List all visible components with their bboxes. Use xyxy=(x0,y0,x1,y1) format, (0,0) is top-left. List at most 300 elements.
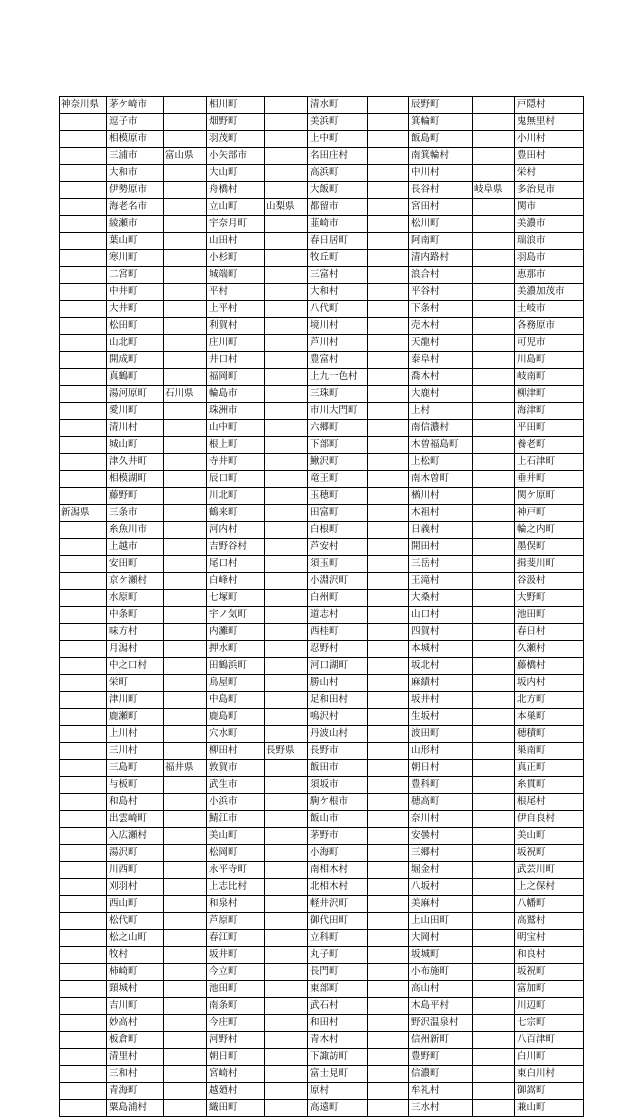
prefecture-cell xyxy=(368,1066,409,1083)
prefecture-cell xyxy=(265,454,308,471)
municipality-cell: 津久井町 xyxy=(107,454,164,471)
municipality-cell: 池田町 xyxy=(207,981,265,998)
prefecture-cell xyxy=(473,352,515,369)
prefecture-cell xyxy=(164,896,207,913)
table-row xyxy=(60,862,584,879)
municipality-cell: 大和市 xyxy=(107,165,164,182)
prefecture-cell xyxy=(368,1083,409,1100)
municipality-cell: 坂井町 xyxy=(207,947,265,964)
municipality-cell: 寒川町 xyxy=(107,250,164,267)
table-row xyxy=(60,607,584,624)
prefecture-cell xyxy=(473,471,515,488)
municipality-cell: 和田村 xyxy=(308,1015,368,1032)
municipality-cell: 南箕輪村 xyxy=(409,148,473,165)
municipality-cell: 逗子市 xyxy=(107,114,164,131)
municipality-cell: 刈羽村 xyxy=(107,879,164,896)
municipality-cell: 輪之内町 xyxy=(515,522,584,539)
municipality-cell: 坂北村 xyxy=(409,658,473,675)
municipality-cell: 美浜町 xyxy=(308,114,368,131)
prefecture-cell xyxy=(60,420,107,437)
municipality-cell: 白州町 xyxy=(308,590,368,607)
prefecture-cell xyxy=(265,930,308,947)
prefecture-cell xyxy=(60,437,107,454)
prefecture-cell xyxy=(60,352,107,369)
municipality-cell: 久瀬村 xyxy=(515,641,584,658)
prefecture-cell xyxy=(164,454,207,471)
municipality-cell: 六郷町 xyxy=(308,420,368,437)
prefecture-cell xyxy=(60,301,107,318)
prefecture-cell xyxy=(265,471,308,488)
prefecture-cell xyxy=(473,1015,515,1032)
municipality-cell: 大野町 xyxy=(515,590,584,607)
prefecture-cell xyxy=(60,879,107,896)
municipality-cell: 青海町 xyxy=(107,1083,164,1100)
prefecture-cell xyxy=(473,369,515,386)
municipality-cell: 北相木村 xyxy=(308,879,368,896)
prefecture-cell xyxy=(60,590,107,607)
prefecture-cell xyxy=(368,403,409,420)
municipality-cell: 小浜市 xyxy=(207,794,265,811)
municipality-cell: 愛川町 xyxy=(107,403,164,420)
municipality-cell: 大山町 xyxy=(207,165,265,182)
prefecture-cell xyxy=(60,403,107,420)
prefecture-cell xyxy=(368,845,409,862)
municipality-cell: 富士見町 xyxy=(308,1066,368,1083)
prefecture-cell xyxy=(265,675,308,692)
prefecture-cell xyxy=(164,879,207,896)
prefecture-cell xyxy=(265,692,308,709)
prefecture-cell xyxy=(368,454,409,471)
municipality-cell: 上中町 xyxy=(308,131,368,148)
prefecture-cell xyxy=(60,318,107,335)
prefecture-cell xyxy=(60,930,107,947)
prefecture-cell xyxy=(368,1015,409,1032)
table-row xyxy=(60,930,584,947)
prefecture-cell xyxy=(265,573,308,590)
prefecture-cell xyxy=(473,896,515,913)
prefecture-cell xyxy=(265,981,308,998)
municipality-cell: 城端町 xyxy=(207,267,265,284)
prefecture-cell xyxy=(473,675,515,692)
prefecture-cell xyxy=(473,794,515,811)
table-row xyxy=(60,97,584,114)
prefecture-cell xyxy=(368,1032,409,1049)
municipality-cell: 坂祝町 xyxy=(515,964,584,981)
prefecture-cell xyxy=(60,845,107,862)
municipality-cell: 立科町 xyxy=(308,930,368,947)
prefecture-cell xyxy=(473,1083,515,1100)
municipality-cell: 長谷村 xyxy=(409,182,473,199)
prefecture-cell xyxy=(265,947,308,964)
municipality-cell: 小淵沢町 xyxy=(308,573,368,590)
municipality-cell: 牧丘町 xyxy=(308,250,368,267)
prefecture-cell xyxy=(265,845,308,862)
municipality-cell: 中井町 xyxy=(107,284,164,301)
table-row xyxy=(60,488,584,505)
table-row xyxy=(60,233,584,250)
table-row xyxy=(60,131,584,148)
municipality-cell: 開成町 xyxy=(107,352,164,369)
prefecture-cell xyxy=(164,233,207,250)
prefecture-cell: 神奈川県 xyxy=(60,97,107,114)
prefecture-cell xyxy=(368,879,409,896)
municipality-cell: 堀金村 xyxy=(409,862,473,879)
prefecture-cell xyxy=(368,420,409,437)
municipality-cell: 飯田市 xyxy=(308,760,368,777)
municipality-cell: 津川町 xyxy=(107,692,164,709)
prefecture-cell xyxy=(368,811,409,828)
prefecture-cell xyxy=(473,1032,515,1049)
prefecture-cell xyxy=(265,437,308,454)
prefecture-cell xyxy=(265,1015,308,1032)
prefecture-cell xyxy=(473,845,515,862)
municipality-cell: 売木村 xyxy=(409,318,473,335)
prefecture-cell xyxy=(265,998,308,1015)
municipality-cell: 王滝村 xyxy=(409,573,473,590)
municipality-cell: 八幡町 xyxy=(515,896,584,913)
municipality-cell: 八百津町 xyxy=(515,1032,584,1049)
prefecture-cell xyxy=(164,828,207,845)
prefecture-cell xyxy=(164,1066,207,1083)
prefecture-cell xyxy=(60,233,107,250)
prefecture-cell xyxy=(164,913,207,930)
prefecture-cell xyxy=(164,539,207,556)
table-row xyxy=(60,454,584,471)
table-row xyxy=(60,386,584,403)
municipality-cell: 山北町 xyxy=(107,335,164,352)
municipality-cell: 東白川村 xyxy=(515,1066,584,1083)
table-row xyxy=(60,352,584,369)
table-row xyxy=(60,981,584,998)
municipality-cell: 利賀村 xyxy=(207,318,265,335)
municipality-cell: 庄川町 xyxy=(207,335,265,352)
municipality-cell: 垂井町 xyxy=(515,471,584,488)
municipality-cell: 波田町 xyxy=(409,726,473,743)
municipality-cell: 北方町 xyxy=(515,692,584,709)
prefecture-cell xyxy=(265,335,308,352)
prefecture-cell xyxy=(265,148,308,165)
prefecture-cell xyxy=(60,1032,107,1049)
prefecture-cell xyxy=(473,284,515,301)
prefecture-cell xyxy=(60,539,107,556)
prefecture-cell xyxy=(164,488,207,505)
municipality-cell: 大和村 xyxy=(308,284,368,301)
prefecture-cell xyxy=(473,335,515,352)
municipality-cell: 大桑村 xyxy=(409,590,473,607)
table-row xyxy=(60,913,584,930)
municipality-cell: 宇奈月町 xyxy=(207,216,265,233)
municipality-cell: 都留市 xyxy=(308,199,368,216)
municipality-cell: 岐南町 xyxy=(515,369,584,386)
municipality-cell: 日義村 xyxy=(409,522,473,539)
prefecture-cell xyxy=(473,267,515,284)
prefecture-cell xyxy=(60,896,107,913)
municipality-cell: 清川村 xyxy=(107,420,164,437)
prefecture-cell xyxy=(60,369,107,386)
municipality-cell: 平谷村 xyxy=(409,284,473,301)
table-row xyxy=(60,301,584,318)
municipality-cell: 美山町 xyxy=(515,828,584,845)
municipality-cell: 韮崎市 xyxy=(308,216,368,233)
prefecture-cell xyxy=(368,539,409,556)
municipality-cell: 城山町 xyxy=(107,437,164,454)
municipality-cell: 寺井町 xyxy=(207,454,265,471)
prefecture-cell xyxy=(368,896,409,913)
prefecture-cell xyxy=(368,114,409,131)
municipality-cell: 丸子町 xyxy=(308,947,368,964)
municipality-cell: 七塚町 xyxy=(207,590,265,607)
prefecture-cell: 岐阜県 xyxy=(473,182,515,199)
municipality-cell: 御嵩町 xyxy=(515,1083,584,1100)
municipality-cell: 三川村 xyxy=(107,743,164,760)
prefecture-cell xyxy=(368,709,409,726)
prefecture-cell xyxy=(368,522,409,539)
prefecture-cell xyxy=(368,488,409,505)
municipality-table xyxy=(59,96,584,1117)
municipality-cell: 名田庄村 xyxy=(308,148,368,165)
table-row xyxy=(60,709,584,726)
prefecture-cell xyxy=(164,998,207,1015)
prefecture-cell xyxy=(164,403,207,420)
table-row xyxy=(60,335,584,352)
municipality-cell: 大岡村 xyxy=(409,930,473,947)
prefecture-cell xyxy=(265,794,308,811)
municipality-cell: 関ケ原町 xyxy=(515,488,584,505)
municipality-cell: 土岐市 xyxy=(515,301,584,318)
prefecture-cell xyxy=(265,1032,308,1049)
table-row xyxy=(60,675,584,692)
prefecture-cell xyxy=(368,794,409,811)
municipality-cell: 三条市 xyxy=(107,505,164,522)
municipality-cell: 敦賀市 xyxy=(207,760,265,777)
prefecture-cell xyxy=(368,250,409,267)
prefecture-cell xyxy=(60,777,107,794)
municipality-cell: 木曽福島町 xyxy=(409,437,473,454)
municipality-cell: 板倉町 xyxy=(107,1032,164,1049)
prefecture-cell xyxy=(164,709,207,726)
prefecture-cell xyxy=(473,590,515,607)
municipality-cell: 和島村 xyxy=(107,794,164,811)
municipality-cell: 舟橋村 xyxy=(207,182,265,199)
prefecture-cell xyxy=(473,641,515,658)
municipality-cell: 竜王町 xyxy=(308,471,368,488)
prefecture-cell xyxy=(60,1015,107,1032)
table-row xyxy=(60,879,584,896)
municipality-cell: 上川村 xyxy=(107,726,164,743)
prefecture-cell xyxy=(60,522,107,539)
municipality-cell: 川西町 xyxy=(107,862,164,879)
municipality-cell: 下諏訪町 xyxy=(308,1049,368,1066)
municipality-cell: 田鶴浜町 xyxy=(207,658,265,675)
prefecture-cell xyxy=(60,284,107,301)
prefecture-cell xyxy=(265,896,308,913)
municipality-cell: 関市 xyxy=(515,199,584,216)
prefecture-cell xyxy=(473,777,515,794)
prefecture-cell xyxy=(368,148,409,165)
municipality-cell: 柳田村 xyxy=(207,743,265,760)
municipality-cell: 麻績村 xyxy=(409,675,473,692)
municipality-cell: 御代田町 xyxy=(308,913,368,930)
prefecture-cell xyxy=(368,930,409,947)
prefecture-cell xyxy=(368,573,409,590)
municipality-cell: 松川町 xyxy=(409,216,473,233)
table-row xyxy=(60,1015,584,1032)
prefecture-cell xyxy=(473,505,515,522)
prefecture-cell xyxy=(473,692,515,709)
municipality-cell: 真鶴町 xyxy=(107,369,164,386)
municipality-cell: 天龍村 xyxy=(409,335,473,352)
prefecture-cell xyxy=(164,964,207,981)
municipality-cell: 富加町 xyxy=(515,981,584,998)
prefecture-cell xyxy=(368,1049,409,1066)
prefecture-cell xyxy=(60,726,107,743)
municipality-cell: 坂祝町 xyxy=(515,845,584,862)
municipality-cell: 各務原市 xyxy=(515,318,584,335)
municipality-cell: 可児市 xyxy=(515,335,584,352)
prefecture-cell xyxy=(164,845,207,862)
prefecture-cell xyxy=(368,335,409,352)
municipality-cell: 原村 xyxy=(308,1083,368,1100)
municipality-cell: 海老名市 xyxy=(107,199,164,216)
municipality-cell: 恵那市 xyxy=(515,267,584,284)
municipality-cell: 奈川村 xyxy=(409,811,473,828)
municipality-cell: 糸魚川市 xyxy=(107,522,164,539)
prefecture-cell xyxy=(473,607,515,624)
prefecture-cell xyxy=(164,1032,207,1049)
municipality-cell: 明宝村 xyxy=(515,930,584,947)
municipality-cell: 辰野町 xyxy=(409,97,473,114)
prefecture-cell xyxy=(60,573,107,590)
municipality-cell: 平田町 xyxy=(515,420,584,437)
prefecture-cell xyxy=(60,1100,107,1117)
prefecture-cell xyxy=(60,981,107,998)
municipality-cell: 上石津町 xyxy=(515,454,584,471)
municipality-cell: 小海町 xyxy=(308,845,368,862)
municipality-cell: 織田町 xyxy=(207,1100,265,1117)
prefecture-cell xyxy=(265,182,308,199)
municipality-cell: 武石村 xyxy=(308,998,368,1015)
municipality-cell: 伊勢原市 xyxy=(107,182,164,199)
prefecture-cell xyxy=(473,420,515,437)
municipality-cell: 茅野市 xyxy=(308,828,368,845)
prefecture-cell xyxy=(164,420,207,437)
municipality-cell: 上平村 xyxy=(207,301,265,318)
prefecture-cell xyxy=(164,777,207,794)
table-row xyxy=(60,624,584,641)
prefecture-cell xyxy=(265,590,308,607)
municipality-cell: 鰍沢町 xyxy=(308,454,368,471)
prefecture-cell xyxy=(164,522,207,539)
municipality-cell: 東部町 xyxy=(308,981,368,998)
prefecture-cell xyxy=(473,1066,515,1083)
municipality-cell: 宮崎村 xyxy=(207,1066,265,1083)
municipality-cell: 西山町 xyxy=(107,896,164,913)
prefecture-cell xyxy=(368,828,409,845)
prefecture-cell xyxy=(265,1100,308,1117)
prefecture-cell xyxy=(60,913,107,930)
prefecture-cell xyxy=(265,913,308,930)
prefecture-cell xyxy=(473,947,515,964)
table-body xyxy=(60,97,584,1117)
table-row xyxy=(60,896,584,913)
prefecture-cell xyxy=(164,811,207,828)
table-row xyxy=(60,811,584,828)
municipality-cell: 美濃市 xyxy=(515,216,584,233)
municipality-cell: 鬼無里村 xyxy=(515,114,584,131)
municipality-cell: 鳴沢村 xyxy=(308,709,368,726)
prefecture-cell xyxy=(265,726,308,743)
prefecture-cell xyxy=(265,420,308,437)
table-row xyxy=(60,794,584,811)
prefecture-cell xyxy=(164,505,207,522)
municipality-cell: 木祖村 xyxy=(409,505,473,522)
municipality-cell: 松田町 xyxy=(107,318,164,335)
prefecture-cell xyxy=(265,811,308,828)
prefecture-cell xyxy=(265,233,308,250)
municipality-cell: 木島平村 xyxy=(409,998,473,1015)
municipality-cell: 八代町 xyxy=(308,301,368,318)
municipality-cell: 綾瀬市 xyxy=(107,216,164,233)
municipality-cell: 七宗町 xyxy=(515,1015,584,1032)
municipality-cell: 根上町 xyxy=(207,437,265,454)
prefecture-cell xyxy=(473,998,515,1015)
prefecture-cell xyxy=(368,777,409,794)
municipality-cell: 箕輪町 xyxy=(409,114,473,131)
municipality-cell: 長野市 xyxy=(308,743,368,760)
prefecture-cell xyxy=(473,964,515,981)
prefecture-cell xyxy=(368,301,409,318)
table-row xyxy=(60,420,584,437)
prefecture-cell xyxy=(164,352,207,369)
prefecture-cell xyxy=(368,216,409,233)
municipality-cell: 相川町 xyxy=(207,97,265,114)
municipality-cell: 春日村 xyxy=(515,624,584,641)
municipality-cell: 藤野町 xyxy=(107,488,164,505)
municipality-cell: 養老町 xyxy=(515,437,584,454)
table-row xyxy=(60,998,584,1015)
prefecture-cell xyxy=(164,675,207,692)
prefecture-cell xyxy=(164,267,207,284)
table-row xyxy=(60,845,584,862)
municipality-cell: 信濃町 xyxy=(409,1066,473,1083)
prefecture-cell xyxy=(164,1015,207,1032)
municipality-cell: 兼山町 xyxy=(515,1100,584,1117)
prefecture-cell xyxy=(473,760,515,777)
prefecture-cell xyxy=(368,624,409,641)
prefecture-cell xyxy=(473,556,515,573)
table-row xyxy=(60,505,584,522)
table-row xyxy=(60,437,584,454)
municipality-cell: 松之山町 xyxy=(107,930,164,947)
prefecture-cell xyxy=(473,811,515,828)
municipality-cell: 白川町 xyxy=(515,1049,584,1066)
prefecture-cell xyxy=(265,369,308,386)
municipality-cell: 出雲崎町 xyxy=(107,811,164,828)
municipality-cell: 中島町 xyxy=(207,692,265,709)
prefecture-cell xyxy=(368,981,409,998)
prefecture-cell xyxy=(265,607,308,624)
prefecture-cell xyxy=(368,182,409,199)
prefecture-cell xyxy=(265,318,308,335)
prefecture-cell xyxy=(164,726,207,743)
prefecture-cell xyxy=(473,879,515,896)
prefecture-cell xyxy=(164,97,207,114)
prefecture-cell xyxy=(473,658,515,675)
municipality-cell: 穂積町 xyxy=(515,726,584,743)
municipality-cell: 高山村 xyxy=(409,981,473,998)
prefecture-cell xyxy=(368,862,409,879)
prefecture-cell xyxy=(473,828,515,845)
